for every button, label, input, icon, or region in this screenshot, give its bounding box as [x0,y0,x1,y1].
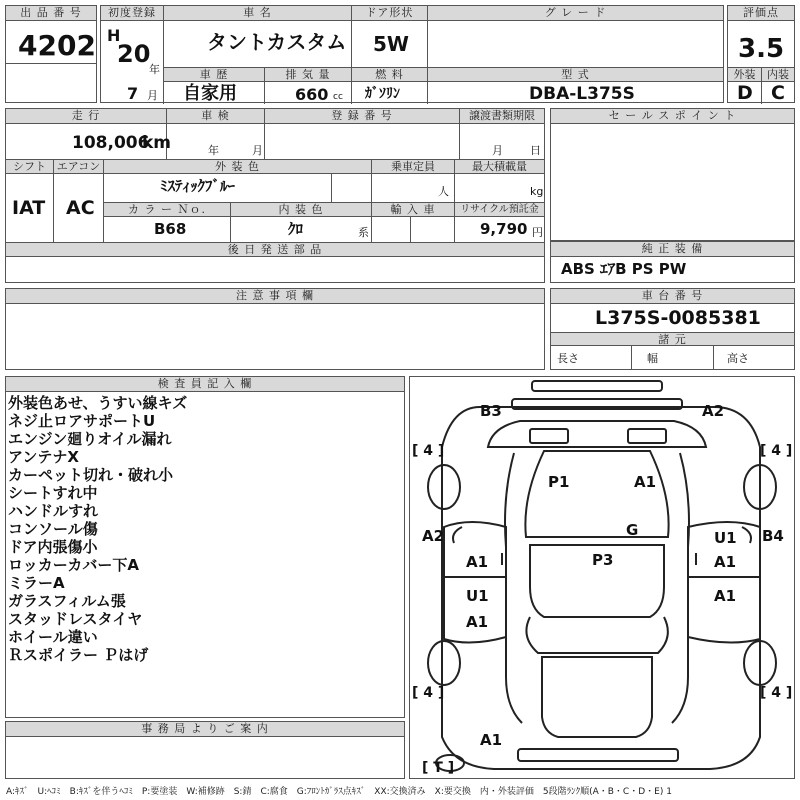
mark-a1-right-door: A1 [714,553,737,571]
front-bumper-top [532,381,662,391]
inspector-note-line: ロッカーカバー下A [8,556,140,574]
genuine-label: 純 正 装 備 [551,242,794,257]
chassis-box [550,288,795,370]
load-label: 最大積載量 [455,160,544,174]
load-unit: kg [530,185,544,198]
mark-u1-right: U1 [714,529,737,547]
width-label: 幅 [647,352,658,365]
car-name: タントカスタム [207,30,347,54]
tire-rear-left: [ 4 ] [412,685,445,701]
month-unit: 月 [147,89,158,102]
caution-label: 注 意 事 項 欄 [6,289,544,304]
recycle-unit: 円 [532,226,543,239]
interior-color-label: 内 装 色 [231,203,371,217]
rear-hatch [542,657,652,737]
mark-a1-left-rear: A1 [466,613,489,631]
door-label: ドア形状 [352,6,427,21]
inspector-note-line: シートすれ中 [8,484,98,502]
fuel: ｶﾞｿﾘﾝ [365,86,400,102]
lot-number-label: 出 品 番 号 [6,6,96,21]
caution-box [5,288,545,370]
mark-g: G [626,521,639,539]
mark-a2-top: A2 [702,402,725,420]
mark-a1-bottom: A1 [480,731,503,749]
mileage-label: 走 行 [6,109,166,124]
model-label: 型 式 [428,68,723,82]
inspector-note-line: ネジ止ロアサポートU [8,412,156,430]
year-value: 20 [117,40,151,68]
inspector-note-line: ミラーA [8,574,65,592]
color-label: 外 装 色 [104,160,371,174]
mark-p3: P3 [592,551,614,569]
aircon-label: エアコン [54,160,103,174]
body-outline [442,407,760,769]
aircon: AC [66,197,95,219]
lot-number: 4202 [18,29,96,62]
rear-bumper [518,749,678,761]
car-diagram [410,377,794,778]
inspector-label: 検 査 員 記 入 欄 [6,377,404,392]
model: DBA-L375S [529,84,635,104]
history-label: 車 歴 [164,68,264,82]
inspector-note-line: エンジン廻りオイル漏れ [8,430,172,448]
mark-a1-roof: A1 [634,473,657,491]
recycle-label: リサイクル預託金 [455,203,544,217]
mark-a1-right-rear: A1 [714,587,737,605]
mark-a2-left: A2 [422,527,445,545]
sales-point-label: セ ー ル ス ポ イ ン ト [551,109,794,124]
capacity-label: 乗車定員 [372,160,454,174]
damage-legend: A:ｷｽﾞ U:ﾍｺﾐ B:ｷｽﾞを伴うﾍｺﾐ P:要塗装 W:補修跡 S:錆 C:腐食 G:ﾌﾛﾝﾄｶﾞﾗｽ点ｷｽﾞ XX:交換済み X:要交換 内・外装評価 5段階ﾗﾝｸ順(A・B・C・D・E) 1 [6,787,672,797]
inspector-note-line: ガラスフィルム張 [8,592,126,610]
main-info-box [100,5,724,103]
reg-no-label: 登 録 番 号 [265,109,459,124]
sales-point-box [550,108,795,241]
displacement: 660 [295,85,329,104]
inspector-note-line: Ｒスポイラー Ｐはげ [8,646,149,664]
mileage: 108,006 [72,133,150,153]
color-no-label: カ ラ ー Ｎｏ. [104,203,230,217]
month-value: 7 [127,84,139,103]
inspection-label: 車 検 [167,109,264,124]
inspector-note-line: カーペット切れ・破れ小 [8,466,174,484]
transfer-month-unit: 月 [492,144,503,157]
history: 自家用 [183,83,237,104]
wheel-rear-left [428,641,460,685]
car-name-label: 車 名 [164,6,351,21]
inspection-month-unit: 月 [252,144,263,157]
first-reg-label: 初度登録 [101,6,163,21]
office-label: 事 務 局 よ り ご 案 内 [6,722,404,737]
year-unit: 年 [149,63,160,76]
score: 3.5 [738,34,785,64]
inspector-note-line: ドア内張傷小 [8,538,98,556]
era-letter: H [107,26,121,45]
fuel-label: 燃 料 [352,68,427,82]
score-box [727,5,795,103]
recycle-fee: 9,790 [480,220,528,238]
tire-rear-right: [ 4 ] [760,685,793,701]
windshield [525,451,668,537]
genuine-equipment: ABS ｴｱB PS PW [561,260,687,278]
mark-p1: P1 [548,473,570,491]
damage-diagram-box [409,376,795,779]
inspector-note-line: コンソール傷 [8,520,98,538]
door-type: 5W [373,32,409,56]
transfer-label: 譲渡書類期限 [460,109,544,124]
interior-label: 内装 [762,68,794,82]
tire-spare: [ T ] [422,760,455,776]
capacity-unit: 人 [438,185,449,198]
genuine-equipment-box [550,241,795,283]
mark-a1-left-front: A1 [466,553,489,571]
shift-label: シフト [6,160,53,174]
lot-number-box [5,5,97,103]
interior-grade: C [771,82,785,104]
tire-front-left: [ 4 ] [412,443,445,459]
grade-label: グ レ ー ド [428,6,723,21]
inspector-notes [8,394,187,664]
inspector-note-line: 外装色あせ、うすい線キズ [8,394,188,412]
exterior-grade: D [737,82,753,104]
displacement-label: 排 気 量 [265,68,351,82]
interior-color-unit: 系 [358,226,369,239]
inspector-note-line: アンテナX [8,448,79,466]
import-label: 輸 入 車 [372,203,454,217]
mark-b4: B4 [762,527,784,545]
exterior-label: 外装 [728,68,761,82]
height-label: 高さ [727,352,749,365]
inspector-note-line: スタッドレスタイヤ [8,610,143,628]
later-parts-label: 後 日 発 送 部 品 [6,243,544,257]
mark-b3: B3 [480,402,502,420]
inspector-note-line: ハンドルすれ [8,502,99,520]
mark-u1-left: U1 [466,587,489,605]
wheel-front-left [428,465,460,509]
inspector-note-line: ホイール違い [8,628,98,646]
chassis-number: L375S-0085381 [595,307,761,329]
score-label: 評価点 [728,6,794,21]
mileage-unit: km [142,133,172,153]
color-no: B68 [154,220,187,238]
length-label: 長さ [557,352,579,365]
dims-label: 諸 元 [551,332,794,346]
interior-color: ｸﾛ [288,220,304,238]
detail-box [5,108,545,283]
exterior-color: ﾐｽﾃｨｯｸﾌﾞﾙｰ [160,177,236,195]
displacement-unit: cc [333,92,343,102]
inspection-year-unit: 年 [208,144,219,157]
transfer-day-unit: 日 [530,144,541,157]
shift: IAT [12,197,46,219]
office-box [5,721,405,779]
chassis-label: 車 台 番 号 [551,289,794,304]
tire-front-right: [ 4 ] [760,443,793,459]
